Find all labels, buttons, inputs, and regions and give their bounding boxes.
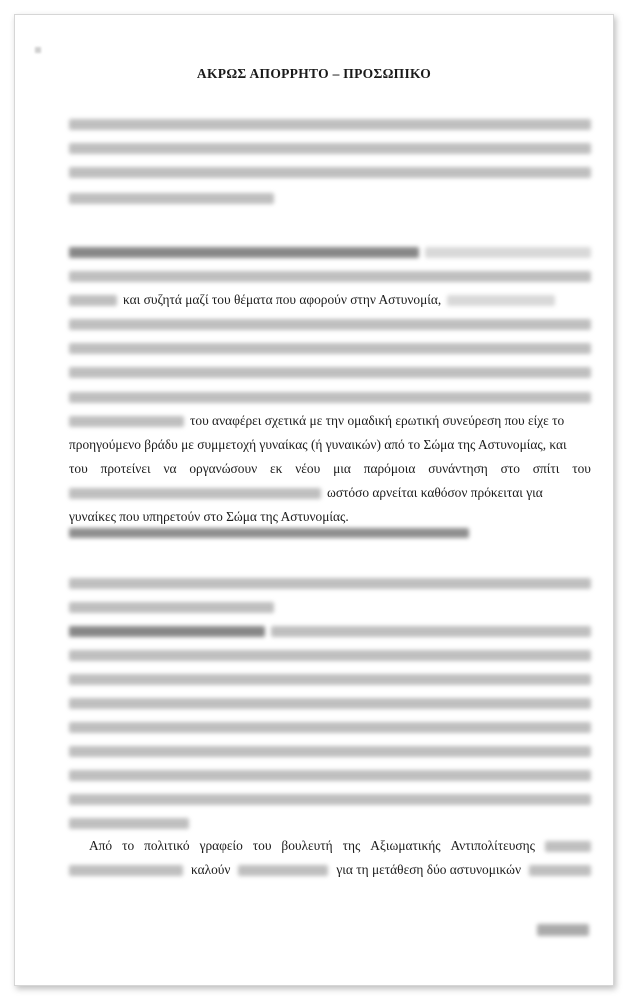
word: το	[122, 838, 135, 853]
word: εκ	[269, 461, 283, 476]
redacted-line	[69, 743, 591, 759]
text-line	[69, 292, 591, 308]
redacted-line	[69, 767, 591, 783]
redacted-line	[69, 791, 591, 807]
redacted-line	[69, 623, 591, 639]
word: πολιτικό	[144, 838, 190, 853]
redacted-line	[69, 695, 591, 711]
document-title: ΑΚΡΩΣ ΑΠΟΡΡΗΤΟ – ΠΡΟΣΩΠΙΚΟ	[196, 66, 432, 81]
word: νέου	[295, 461, 321, 476]
redacted-line	[69, 316, 591, 332]
redacted-line	[69, 244, 591, 260]
word: να	[163, 461, 177, 476]
text-line	[69, 413, 591, 429]
text-line	[69, 437, 591, 453]
word: της	[342, 838, 361, 853]
word: παρόμοια	[363, 461, 416, 476]
redacted-line	[69, 268, 591, 284]
word: οργανώσουν	[189, 461, 258, 476]
text-fragment: γυναίκες που υπηρετούν στο Σώμα της Αστυνομίας.	[69, 509, 349, 524]
word: γραφείο	[199, 838, 243, 853]
word: σπίτι	[532, 461, 560, 476]
redacted-line	[69, 647, 591, 663]
text-line-justified	[89, 838, 591, 854]
text-line	[69, 509, 591, 525]
redacted-signature	[537, 924, 589, 936]
redacted-line	[69, 140, 591, 156]
word: μια	[333, 461, 351, 476]
redacted-line	[69, 116, 591, 132]
redacted-line	[69, 364, 591, 380]
document-page	[14, 14, 614, 986]
redacted-line	[69, 164, 591, 180]
redacted-line	[69, 340, 591, 356]
text-fragment: για τη μετάθεση δύο αστυνομικών	[336, 862, 522, 877]
scan-speck	[35, 47, 41, 53]
text-line-justified	[69, 862, 591, 878]
word: του	[252, 838, 272, 853]
text-fragment: ωστόσο αρνείται καθόσον πρόκειται για	[327, 485, 543, 500]
redacted-line	[69, 599, 591, 615]
text-line	[69, 485, 591, 501]
text-fragment: του αναφέρει σχετικά με την ομαδική ερωτική συνεύρεση που είχε το	[190, 413, 565, 428]
word: συνάντηση	[428, 461, 488, 476]
word: Από	[89, 838, 113, 853]
redacted-line	[69, 575, 591, 591]
redacted-line	[69, 815, 591, 831]
text-fragment: προηγούμενο βράδυ με συμμετοχή γυναίκας (ή γυναικών) από το Σώμα της Αστυνομίας, και	[69, 437, 567, 452]
text-fragment: και συζητά μαζί του θέματα που αφορούν στην Αστυνομία,	[123, 292, 442, 307]
word: προτείνει	[100, 461, 151, 476]
text-line-justified	[69, 461, 591, 477]
redacted-line	[69, 389, 591, 405]
word: βουλευτή	[281, 838, 333, 853]
word: του	[69, 461, 88, 476]
redacted-line	[69, 190, 591, 206]
word: Αντιπολίτευσης	[450, 838, 535, 853]
redacted-line	[69, 671, 591, 687]
redacted-line	[69, 719, 591, 735]
redacted-heading	[69, 528, 469, 538]
word: Αξιωματικής	[370, 838, 441, 853]
text-fragment: καλούν	[190, 862, 231, 877]
word: του	[572, 461, 591, 476]
word: στο	[500, 461, 520, 476]
